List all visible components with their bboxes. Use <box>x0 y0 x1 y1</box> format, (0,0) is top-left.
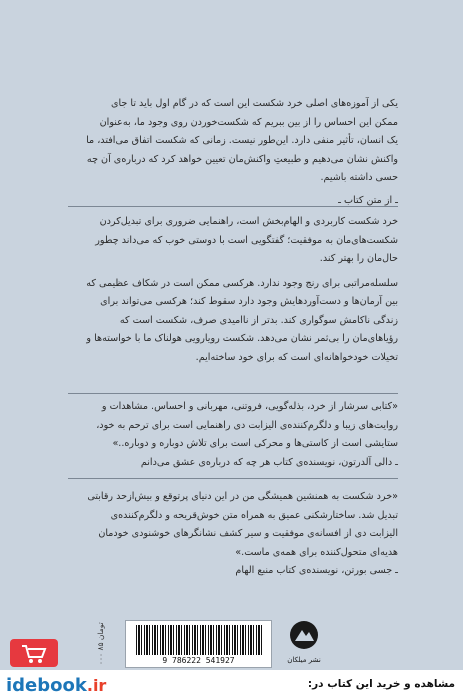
publisher-logo <box>282 620 326 666</box>
excerpt-line: واکنش نشان می‌دهیم و طبیعتِ واکنش‌مان تعیین خواهد کرد که درباره‌ی آن چه <box>86 153 398 165</box>
barcode-bars <box>136 625 263 655</box>
description-line: خرد شکست کاربردی و الهام‌بخش است، راهنمایی ضروری برای تبدیل‌کردن <box>99 216 398 227</box>
idebook-logo[interactable] <box>6 674 106 696</box>
description-line: حال‌مان را بهتر کند. <box>319 253 398 264</box>
footer-bar <box>0 670 463 700</box>
description-line: رؤیاهای‌مان را بی‌ثمر نشان می‌دهد. شکست رویارویی هولناک ما با خواسته‌ها و <box>86 333 398 344</box>
review-block <box>68 488 398 581</box>
idebook-logo-text: idebook <box>6 674 87 696</box>
excerpt-line: ممکن این احساس را از بین ببریم که شکست‌خوردن روی وجود ما، به‌عنوان <box>99 116 398 128</box>
review-line: روایت‌های زیبا و دلگرم‌کننده‌ی الیزابت دی راهنمایی است برای ترحم به خود، <box>96 419 398 431</box>
review-line: هدیه‌ای متحول‌کننده برای همه‌ی ماست.» <box>235 546 398 558</box>
divider <box>68 478 398 479</box>
excerpt-source: ـ از متن کتاب ـ <box>338 194 398 206</box>
description-line: تخیلات خودخواهانه‌ای است که برای خود ساخته‌ایم. <box>195 351 398 363</box>
excerpt-line: یکی از آموزه‌های اصلی خرد شکست این است که در گام اول باید تا جای <box>111 98 398 109</box>
excerpt-line: یک انسان، تأثیر منفی دارد. این‌طور نیست. زمانی که شکست اتفاق می‌افتد، ما <box>86 135 398 146</box>
price-label: ۰۰۰ ۸۵ تومان <box>96 622 105 666</box>
review-line: ستایشی است از کاستی‌ها و محرکی است برای تلاش دوباره و دوباره..» <box>112 438 398 449</box>
review-source: ـ دالی آلدرتون، نویسنده‌ی کتاب هر چه که درباره‌ی عشق می‌دانم <box>140 456 398 468</box>
divider <box>68 393 398 394</box>
barcode-number: 9 786222 541927 <box>162 656 235 665</box>
footer-caption: مشاهده و خرید این کتاب در: <box>307 678 455 690</box>
review-line: الیزابت دی از افسانه‌ی موفقیت و سیر کشف نشانگرهای خوشنودی خودمان <box>98 528 398 539</box>
excerpt-block <box>68 95 398 210</box>
description-line: شکست‌های‌مان به موفقیت؛ گفتگویی است با دوستی خوب که می‌داند چطور <box>95 234 398 246</box>
review-source: ـ جسی بورتن، نویسنده‌ی کتاب منبع الهام <box>235 565 398 576</box>
publisher-mountain-icon <box>289 620 319 650</box>
review-line: تبدیل شد. ساختارشکنی عمیق به همراه متن خوش‌قریحه و دلگرم‌کننده‌ی <box>110 509 398 521</box>
review-block <box>68 398 398 472</box>
review-line: «کتابی سرشار از خرد، بذله‌گویی، فروتنی، مهربانی و احساس. مشاهدات و <box>101 401 398 412</box>
review-line: «خرد شکست به همنشین همیشگی من در این دنیای پرتوقع و بیش‌ازحد رقابتی <box>87 491 398 502</box>
publisher-name: نشر میلکان <box>287 656 321 664</box>
divider <box>68 206 398 207</box>
description-line: بین آرمان‌ها و دست‌آوردهایش وجود دارد سقوط کند؛ هرکسی می‌تواند برای <box>100 296 398 307</box>
barcode <box>125 620 272 668</box>
excerpt-line: حسی داشته باشیم. <box>320 172 398 183</box>
cart-icon[interactable] <box>10 639 58 667</box>
idebook-logo-ext: .ir <box>86 675 107 695</box>
description-line: زندگی ناکامش سوگواری کند. بدتر از ناامیدی صرف، شکست است که <box>119 314 398 326</box>
description-line: سلسله‌مراتبی برای رنج وجود ندارد. هرکسی ممکن است در شکاف عظیمی که <box>86 277 398 289</box>
description-block <box>68 213 398 367</box>
